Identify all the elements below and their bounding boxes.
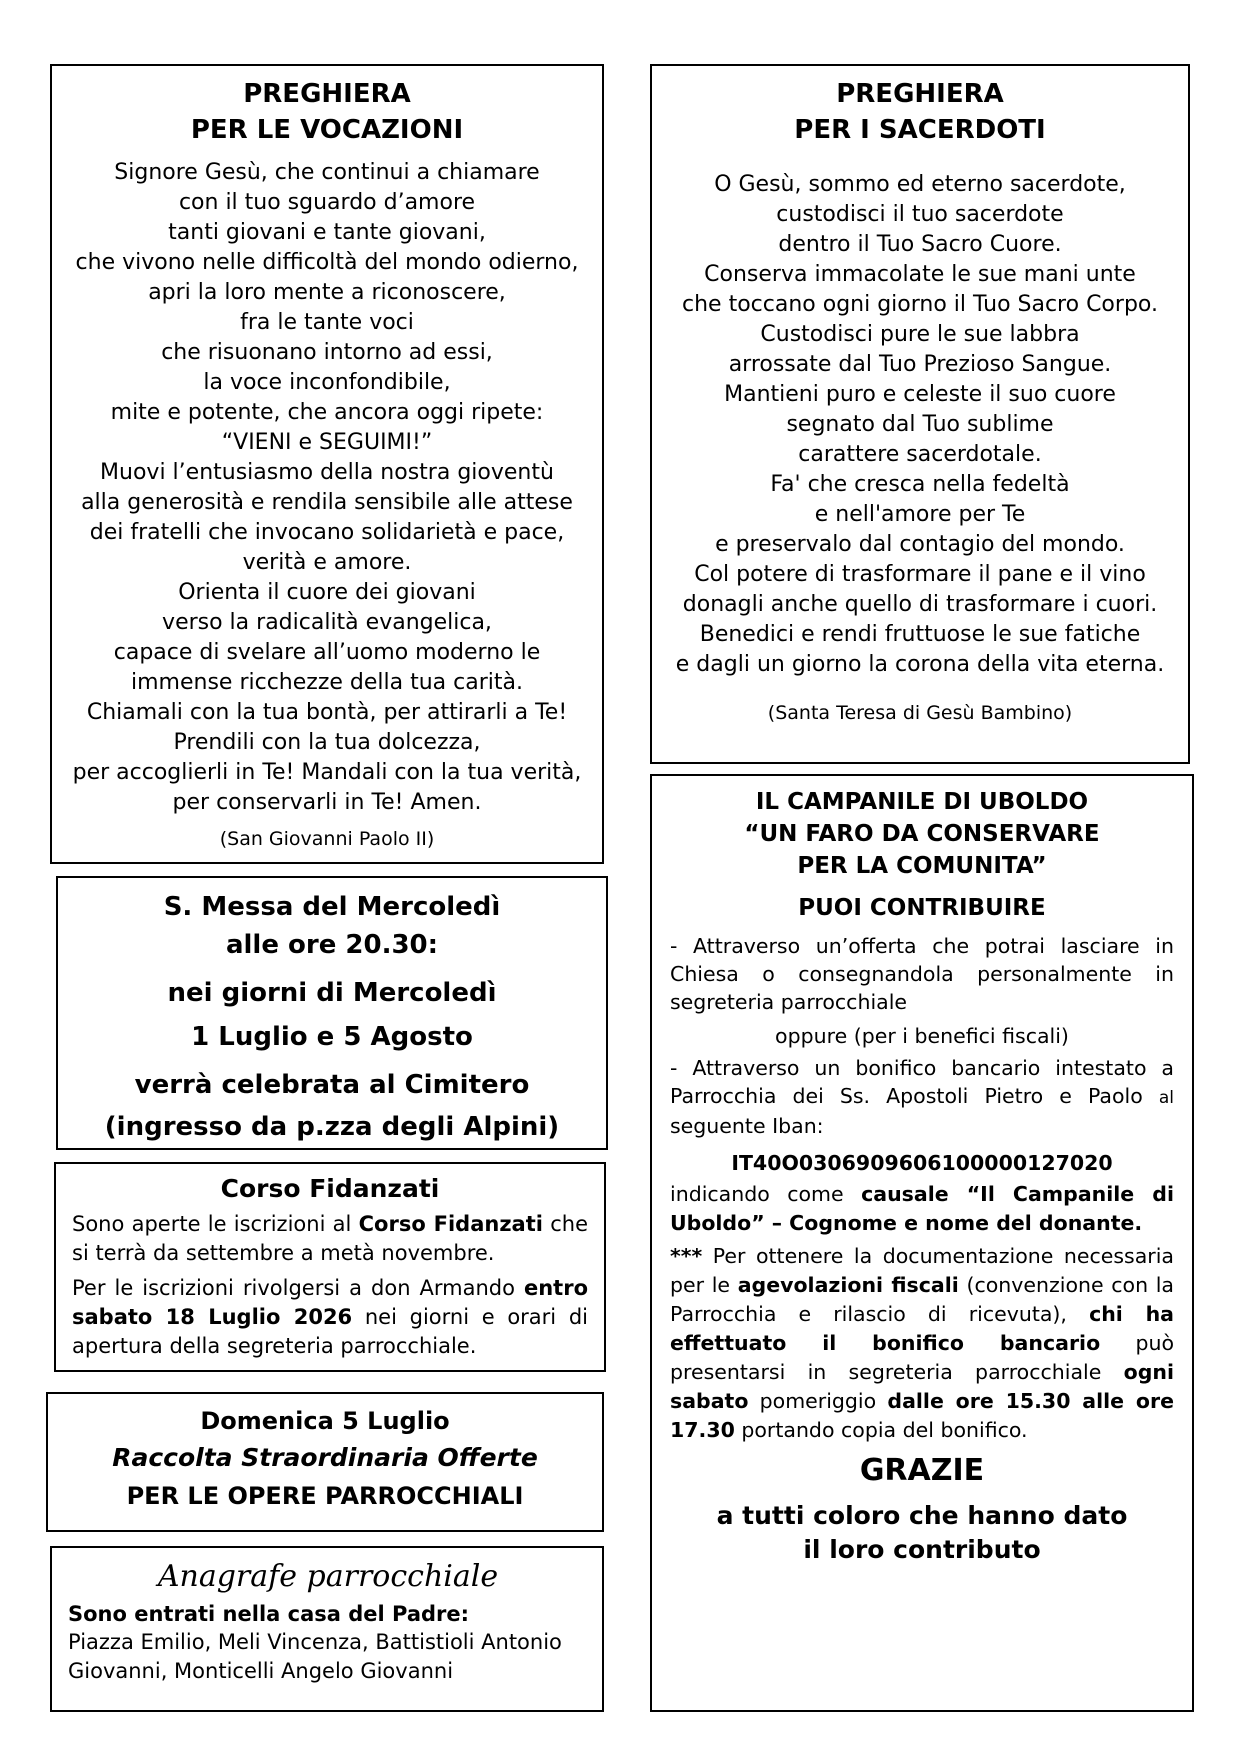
poem-line: apri la loro mente a riconoscere, [148, 280, 506, 305]
poem-line: per conservarli in Te! Amen. [172, 790, 482, 815]
poem-line: immense ricchezze della tua carità. [131, 670, 523, 695]
poem-line: Benedici e rendi fruttuose le sue fatiche [699, 622, 1141, 647]
poem-line: e nell'amore per Te [814, 502, 1026, 527]
poem-line: verità e amore. [242, 550, 412, 575]
collection-notice-box [46, 1392, 604, 1532]
poem-line: O Gesù, sommo ed eterno sacerdote, [714, 172, 1126, 197]
prayer-vocations-text [52, 158, 602, 818]
poem-line: donagli anche quello di trasformare i cuori. [682, 592, 1158, 617]
bell-tower-thanks [670, 1499, 1174, 1567]
poem-line: Fa' che cresca nella fedeltà [770, 472, 1070, 497]
poem-line: dentro il Tuo Sacro Cuore. [778, 232, 1062, 257]
causale-text: causale “Il Campanile di Uboldo” – Cognome e nome del donante. [670, 1182, 1174, 1235]
poem-line: la voce inconfondibile, [203, 370, 451, 395]
bell-tower-causale: indicando come causale “Il Campanile di Uboldo” – Cognome e nome del donante. [670, 1182, 1174, 1235]
poem-line: custodisci il tuo sacerdote [776, 202, 1064, 227]
parish-registry-box [50, 1546, 604, 1712]
poem-line: mite e potente, che ancora oggi ripete: [110, 400, 544, 425]
poem-line: dei fratelli che invocano solidarietà e pace, [89, 520, 565, 545]
poem-line: tanti giovani e tante giovani, [168, 220, 486, 245]
poem-line: Mantieni puro e celeste il suo cuore [724, 382, 1116, 407]
title-line-1: PREGHIERA [836, 79, 1004, 109]
poem-line: Chiamali con la tua bontà, per attirarli a Te! [86, 700, 568, 725]
poem-line: che risuonano intorno ad essi, [161, 340, 493, 365]
title-line-1: IL CAMPANILE DI UBOLDO [755, 789, 1089, 815]
prayer-priests-title [652, 76, 1188, 148]
poem-line: capace di svelare all’uomo moderno le [113, 640, 541, 665]
bell-tower-option-offer: - Attraverso un’offerta che potrai lasciare in Chiesa o consegnandola personalmente in segreteria parrocchiale [670, 934, 1174, 1014]
mass-location: verrà celebrata al Cimitero [134, 1070, 530, 1100]
bell-tower-tax-info: *** Per ottenere la documentazione necessaria per le agevolazioni fiscali (convenzione con la Parrocchia e rilascio di ricevuta), chi ha effettuato il bonifico bancario può presentarsi in segreteria parrocchiale ogni sabato pomeriggio dalle ore 15.30 alle ore 17.30 portando copia del bonifico. [670, 1244, 1175, 1442]
mass-title-line-1: S. Messa del Mercoledì [163, 892, 501, 922]
poem-line: Signore Gesù, che continui a chiamare [114, 160, 540, 185]
poem-line: verso la radicalità evangelica, [162, 610, 492, 635]
mass-title-line-2: alle ore 20.30: [225, 930, 439, 960]
prayer-vocations-box [50, 64, 604, 864]
engaged-course-title: Corso Fidanzati [220, 1174, 440, 1203]
bell-tower-title [670, 786, 1174, 882]
poem-line: carattere sacerdotale. [798, 442, 1042, 467]
bell-tower-box [650, 774, 1194, 1712]
poem-line: e dagli un giorno la corona della vita eterna. [675, 652, 1165, 677]
title-line-3: PER LA COMUNITA” [797, 853, 1047, 879]
title-line-2: PER I SACERDOTI [794, 115, 1046, 145]
bell-tower-grazie: GRAZIE [859, 1453, 985, 1488]
mass-dates: 1 Luglio e 5 Agosto [191, 1022, 473, 1052]
bell-tower-oppure: oppure (per i benefici fiscali) [775, 1024, 1069, 1048]
poem-line: Conserva immacolate le sue mani unte [704, 262, 1136, 287]
engaged-course-paragraph-2: Per le iscrizioni rivolgersi a don Armando entro sabato 18 Luglio 2026 nei giorni e orari di apertura della segreteria parrocchiale. [72, 1276, 588, 1358]
mass-days: nei giorni di Mercoledì [167, 978, 497, 1008]
poem-line: Col potere di trasformare il pane e il vino [694, 562, 1146, 587]
poem-line: Orienta il cuore dei giovani [178, 580, 476, 605]
bell-tower-option-transfer: - Attraverso un bonifico bancario intestato a Parrocchia dei Ss. Apostoli Pietro e Paolo al seguente Iban: [670, 1056, 1174, 1138]
parish-registry-subtitle: Sono entrati nella casa del Padre: [68, 1602, 470, 1626]
poem-line: Custodisci pure le sue labbra [760, 322, 1080, 347]
mass-entrance: (ingresso da p.zza degli Alpini) [104, 1112, 560, 1142]
poem-line: Muovi l’entusiasmo della nostra gioventù [100, 460, 554, 485]
poem-line: segnato dal Tuo sublime [786, 412, 1054, 437]
thanks-line-2: il loro contributo [803, 1535, 1041, 1564]
poem-line: e preservalo dal contagio del mondo. [715, 532, 1125, 557]
course-name: Corso Fidanzati [358, 1212, 543, 1236]
poem-line: “VIENI e SEGUIMI!” [221, 430, 433, 455]
poem-line: alla generosità e rendila sensibile alle attese [81, 490, 573, 515]
poem-line: fra le tante voci [240, 310, 414, 335]
bell-tower-subtitle: PUOI CONTRIBUIRE [798, 895, 1046, 921]
parish-registry-title: Anagrafe parrocchiale [157, 1559, 499, 1594]
mass-notice-box [56, 876, 608, 1150]
title-line-2: “UN FARO DA CONSERVARE [744, 821, 1100, 847]
collection-purpose: PER LE OPERE PARROCCHIALI [126, 1482, 524, 1510]
prayer-priests-text [652, 170, 1188, 680]
collection-date: Domenica 5 Luglio [200, 1407, 450, 1435]
poem-line: per accoglierli in Te! Mandali con la tua verità, [72, 760, 582, 785]
poem-line: che vivono nelle difficoltà del mondo odierno, [75, 250, 579, 275]
prayer-vocations-title [52, 76, 602, 148]
poem-line: che toccano ogni giorno il Tuo Sacro Corpo. [682, 292, 1158, 317]
prayer-vocations-author: (San Giovanni Paolo II) [219, 828, 435, 850]
poem-line: arrossate dal Tuo Prezioso Sangue. [728, 352, 1112, 377]
thanks-line-1: a tutti coloro che hanno dato [716, 1501, 1128, 1530]
engaged-course-box [54, 1162, 606, 1372]
title-line-1: PREGHIERA [243, 79, 411, 109]
engaged-course-paragraph-1: Sono aperte le iscrizioni al Corso Fidanzati che si terrà da settembre a metà novembre. [72, 1212, 588, 1265]
title-line-2: PER LE VOCAZIONI [190, 115, 464, 145]
parish-registry-names: Piazza Emilio, Meli Vincenza, Battistioli Antonio Giovanni, Monticelli Angelo Giovanni [68, 1630, 562, 1683]
collection-title: Raccolta Straordinaria Offerte [112, 1443, 538, 1472]
prayer-priests-box [650, 64, 1190, 764]
prayer-priests-author: (Santa Teresa di Gesù Bambino) [767, 702, 1073, 724]
registration-deadline: entro sabato 18 Luglio 2026 [72, 1276, 588, 1329]
poem-line: con il tuo sguardo d’amore [178, 190, 476, 215]
poem-line: Prendili con la tua dolcezza, [173, 730, 481, 755]
bell-tower-iban: IT40O0306909606100000127020 [731, 1151, 1113, 1175]
